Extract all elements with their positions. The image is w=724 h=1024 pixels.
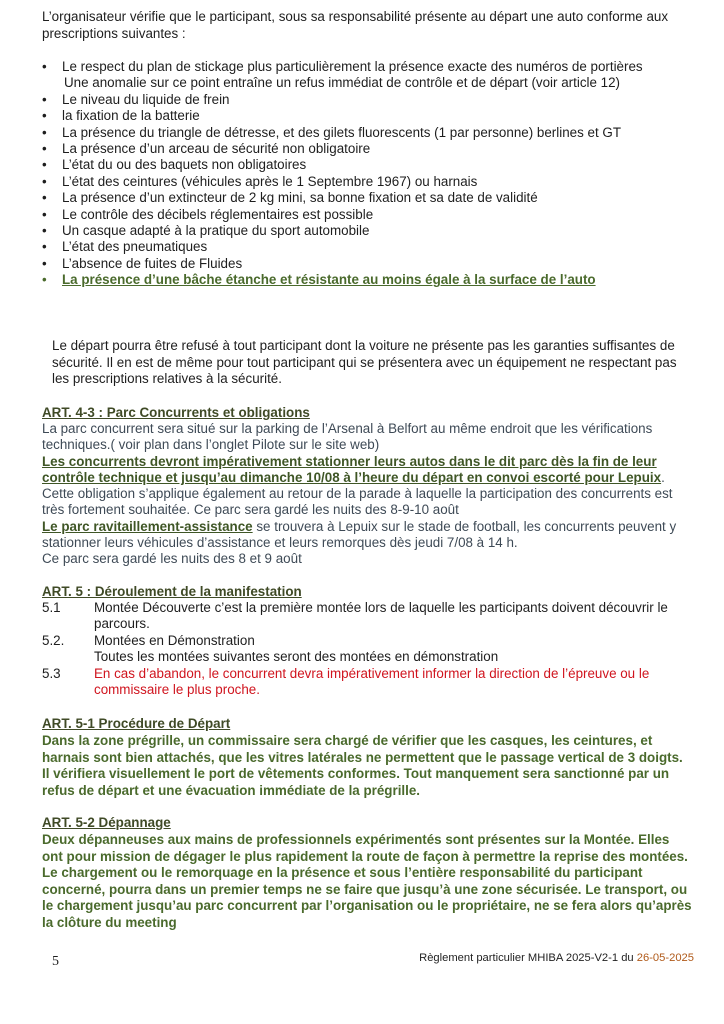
list-item: • L’état des ceintures (véhicules après le 1 Septembre 1967) ou harnais — [42, 173, 478, 189]
page-number: 5 — [52, 954, 59, 969]
prescriptions-list — [42, 59, 702, 289]
section-body-art43 — [42, 421, 692, 568]
art5-item-warning: 5.3 En cas d’abandon, le concurrent devra impérativement informer la direction de l’épreuve ou le commissaire le plus proche. — [42, 665, 650, 698]
art5-item: Toutes les montées suivantes seront des montées en démonstration — [94, 649, 499, 665]
art5-item: 5.1 Montée Découverte c’est la première montée lors de laquelle les participants doivent découvrir le parcours. — [42, 600, 668, 632]
section-body-art52: Deux dépanneuses aux mains de professionnels expérimentés sont présentes sur la Montée. Elles ont pour mission de dégager le plus rapidement la route de façon à permettre la reprise des montées. Le chargement ou le remorquage en la présence et sous l’entière responsabilité du participant concerné, pourra dans un premier temps ne se faire que jusqu’à une zone sécurisée. Le transport, ou le chargement jusqu’au parc concurrent par l’organisation ou le propriétaire, ne se fera alors qu’après la clôture du meeting — [42, 832, 692, 930]
bullet-icon: • — [42, 255, 47, 271]
list-item: • la fixation de la batterie — [42, 108, 200, 124]
footer-date: 26-05-2025 — [636, 952, 694, 964]
list-item: • L’état des pneumatiques — [42, 239, 208, 255]
art5-item: 5.2. Montées en Démonstration — [42, 632, 255, 648]
bullet-icon: • — [42, 157, 47, 173]
section-heading-art51: ART. 5-1 Procédure de Départ — [42, 716, 231, 731]
bullet-icon: • — [42, 206, 47, 222]
section-body-art5 — [42, 600, 702, 698]
section-heading-art52: ART. 5-2 Dépannage — [42, 815, 171, 830]
bullet-icon: • — [42, 59, 47, 74]
bullet-icon: • — [42, 141, 47, 157]
list-item: • L’absence de fuites de Fluides — [42, 255, 243, 271]
bullet-icon: • — [42, 239, 47, 255]
art43-p3: Cette obligation s’applique également au retour de la parade à laquelle la participation des concurrents est très fortement souhaitée. Ce parc sera gardé les nuits des 8-9-10 août — [42, 486, 673, 518]
list-item: • L’état du ou des baquets non obligatoires — [42, 157, 307, 173]
list-item: • La présence d’un arceau de sécurité non obligatoire — [42, 141, 371, 157]
intro-paragraph: L’organisateur vérifie que le participant, sous sa responsabilité présente au départ une auto conforme aux prescriptions suivantes : — [42, 9, 669, 41]
depart-refus-paragraph: Le départ pourra être refusé à tout participant dont la voiture ne présente pas les garanties suffisantes de sécurité. Il en est de même pour tout participant qui se présentera avec un équipement ne respectant pas les prescriptions relatives à la sécurité. — [52, 338, 677, 387]
art43-p5: Ce parc sera gardé les nuits des 8 et 9 août — [42, 551, 302, 567]
bullet-icon: • — [42, 223, 47, 239]
list-item: • Le contrôle des décibels réglementaires est possible — [42, 206, 374, 222]
list-item: • La présence d’un extincteur de 2 kg mini, sa bonne fixation et sa date de validité — [42, 190, 538, 206]
bullet-icon: • — [42, 91, 47, 107]
art43-p1: La parc concurrent sera situé sur la parking de l’Arsenal à Belfort au même endroit que les vérifications techniques.( voir plan dans l’onglet Pilote sur le site web) — [42, 421, 653, 453]
section-heading-art5: ART. 5 : Déroulement de la manifestation — [42, 584, 302, 599]
bullet-icon: • — [42, 124, 47, 140]
list-item-highlight: • La présence d’une bâche étanche et résistante au moins égale à la surface de l’auto — [42, 272, 596, 288]
section-body-art51: Dans la zone prégrille, un commissaire sera chargé de vérifier que les casques, les ceintures, et harnais sont bien attachés, que les vitres latérales ne permettent que le passage vertical de 3 doigts. Il vérifiera visuellement le port de vêtements conformes. Tout manquement sera sanctionné par un refus de départ et une évacuation immédiate de la prégrille. — [42, 733, 683, 798]
list-item: • Le respect du plan de stickage plus particulièrement la présence exacte des numéros de portières — [42, 59, 643, 74]
section-heading-art43: ART. 4-3 : Parc Concurrents et obligations — [42, 405, 310, 420]
list-item-note: Une anomalie sur ce point entraîne un refus immédiat de contrôle et de départ (voir article 12) — [64, 75, 621, 91]
list-item: • Un casque adapté à la pratique du sport automobile — [42, 223, 370, 239]
bullet-icon: • — [42, 190, 47, 206]
list-item: • Le niveau du liquide de frein — [42, 91, 230, 107]
footer-document-info: Règlement particulier MHIBA 2025-V2-1 du 26-05-2025 — [419, 952, 694, 964]
art43-p2: Les concurrents devront impérativement stationner leurs autos dans le dit parc dès la fin de leur contrôle technique et jusqu’au dimanche 10/08 à l’heure du départ en convoi escorté pour Lepuix. — [42, 453, 665, 485]
art43-p4: Le parc ravitaillement-assistance se trouvera à Lepuix sur le stade de football, les concurrents peuvent y stationner leurs véhicules d’assistance et leurs remorques dès jeudi 7/08 à 14 h. — [42, 518, 677, 551]
bullet-icon: • — [42, 272, 47, 288]
bullet-icon: • — [42, 173, 47, 189]
list-item: • La présence du triangle de détresse, et des gilets fluorescents (1 par personne) berlines et GT — [42, 124, 622, 140]
bullet-icon: • — [42, 108, 47, 124]
